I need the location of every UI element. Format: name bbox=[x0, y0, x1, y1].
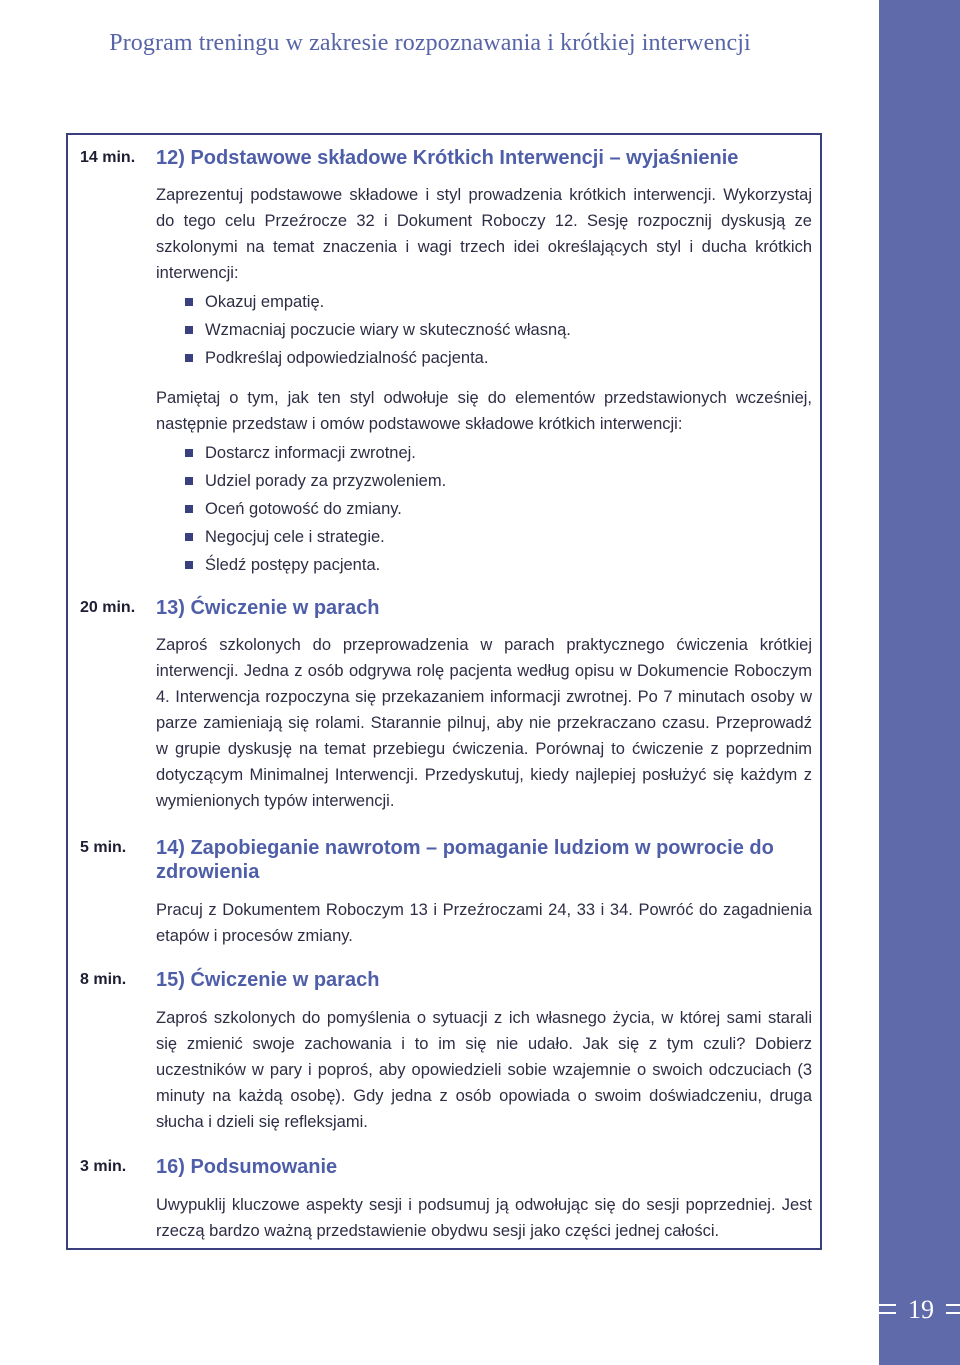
section-time: 20 min. bbox=[80, 599, 136, 616]
section-title: 14) Zapobieganie nawrotom – pomaganie ludziom w powrocie do zdrowienia bbox=[156, 837, 774, 883]
square-bullet-icon bbox=[185, 561, 193, 569]
section-title: 15) Ćwiczenie w parach bbox=[156, 969, 380, 991]
section-body: Uwypuklij kluczowe aspekty sesji i podsumuj ją odwołując się do sesji poprzedniej. Jest rzeczą bardzo ważną przedstawienie obydwu sesji jako części jednej całości. bbox=[156, 1196, 812, 1240]
page-number: 19 bbox=[896, 1294, 946, 1326]
square-bullet-icon bbox=[185, 326, 193, 334]
square-bullet-icon bbox=[185, 505, 193, 513]
list-item: Podkreślaj odpowiedzialność pacjenta. bbox=[162, 344, 571, 372]
section-time: 14 min. bbox=[80, 149, 136, 166]
list-item: Udziel porady za przyzwoleniem. bbox=[162, 467, 446, 495]
list-item: Śledź postępy pacjenta. bbox=[162, 551, 446, 579]
section-title: 12) Podstawowe składowe Krótkich Interwencji – wyjaśnienie bbox=[156, 147, 739, 169]
running-header: Program treningu w zakresie rozpoznawania i krótkiej interwencji bbox=[109, 30, 751, 56]
section-body: Zaproś szkolonych do pomyślenia o sytuacji z ich własnego życia, w której sami starali się zmienić swoje zachowania i to im się nie udało. Jak się z tym czuli? Dobierz uczestników w pary i poproś, aby opowiedzieli sobie wzajemnie o swoich odczuciach (3 minuty na każdą osobę). Gdy jedna z osób opowiada o swoim doświadczeniu, druga słucha i dzieli się refleksjami. bbox=[156, 1009, 812, 1131]
list-item: Dostarcz informacji zwrotnej. bbox=[162, 439, 446, 467]
square-bullet-icon bbox=[185, 354, 193, 362]
bullet-list bbox=[162, 439, 446, 579]
list-item: Negocjuj cele i strategie. bbox=[162, 523, 446, 551]
square-bullet-icon bbox=[185, 533, 193, 541]
list-item: Oceń gotowość do zmiany. bbox=[162, 495, 446, 523]
section-title: 16) Podsumowanie bbox=[156, 1156, 338, 1178]
section-time: 5 min. bbox=[80, 839, 127, 856]
page-sidebar bbox=[879, 0, 960, 1365]
section-time: 8 min. bbox=[80, 971, 127, 988]
section-time: 3 min. bbox=[80, 1158, 127, 1175]
section-title: 13) Ćwiczenie w parach bbox=[156, 597, 380, 619]
section-body: Pracuj z Dokumentem Roboczym 13 i Przeźroczami 24, 33 i 34. Powróć do zagadnienia etapów i procesów zmiany. bbox=[156, 901, 812, 945]
list-item: Okazuj empatię. bbox=[162, 288, 571, 316]
section-intro: Zaprezentuj podstawowe składowe i styl prowadzenia krótkich interwencji. Wykorzystaj do tego celu Przeźrocze 32 i Dokument Roboczy 12. Sesję rozpocznij dyskusją ze szkolonymi na temat znaczenia i wagi trzech idei określających styl i ducha krótkich interwencji: bbox=[156, 186, 812, 282]
section-body: Zaproś szkolonych do przeprowadzenia w parach praktycznego ćwiczenia krótkiej interwencji. Jedna z osób odgrywa rolę pacjenta według opisu w Dokumencie Roboczym 4. Interwencja rozpoczyna się przekazaniem informacji zwrotnej. Po 7 minutach osoby w parze zamieniają się rolami. Starannie pilnuj, aby nie przekraczano czasu. Przeprowadź w grupie dyskusję na temat przebiegu ćwiczenia. Porównaj to ćwiczenie z poprzednim dotyczącym Minimalnej Interwencji. Przedyskutuj, kiedy najlepiej posłużyć się każdym z wymienionych typów interwencji. bbox=[156, 636, 812, 810]
section-paragraph: Pamiętaj o tym, jak ten styl odwołuje się do elementów przedstawionych wcześniej, następnie przedstaw i omów podstawowe składowe krótkich interwencji: bbox=[156, 389, 812, 433]
bullet-list bbox=[162, 288, 571, 372]
square-bullet-icon bbox=[185, 449, 193, 457]
square-bullet-icon bbox=[185, 298, 193, 306]
square-bullet-icon bbox=[185, 477, 193, 485]
list-item: Wzmacniaj poczucie wiary w skuteczność własną. bbox=[162, 316, 571, 344]
